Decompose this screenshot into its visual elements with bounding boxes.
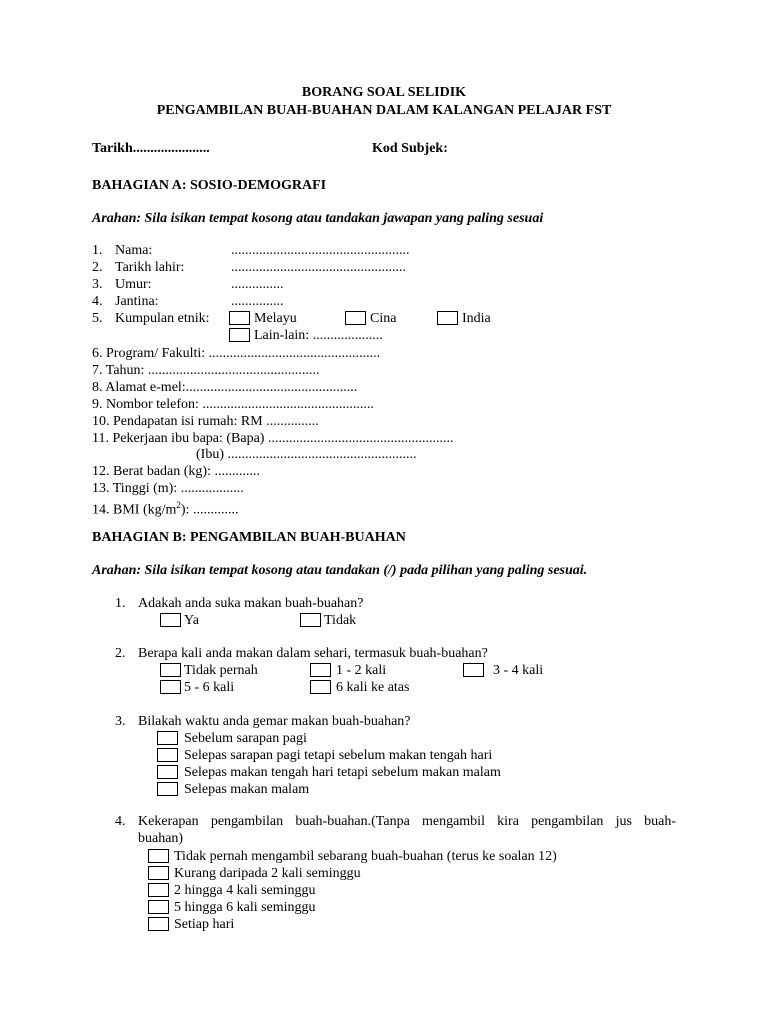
q-a1-label: Nama: <box>115 243 153 258</box>
checkbox-5-6-kali-seminggu[interactable] <box>148 900 169 914</box>
option-tidak: Tidak <box>324 613 357 628</box>
checkbox-tidak-pernah[interactable] <box>160 663 181 677</box>
checkbox-tidak[interactable] <box>300 613 321 627</box>
checkbox-lain-lain[interactable] <box>229 328 250 342</box>
name-input[interactable]: ................................................... <box>231 243 410 258</box>
age-input[interactable]: ............... <box>231 277 284 292</box>
bmi-line[interactable] <box>92 497 238 519</box>
checkbox-melayu[interactable] <box>229 311 250 325</box>
checkbox-india[interactable] <box>437 311 458 325</box>
option-tidak-pernah: Tidak pernah <box>184 663 258 678</box>
gender-input[interactable]: ............... <box>231 294 284 309</box>
form-title: BORANG SOAL SELIDIK <box>301 85 467 100</box>
option-lain-lain: Lain-lain: .................... <box>254 328 383 343</box>
email-line[interactable]: 8. Alamat e-mel:................................................. <box>92 380 358 395</box>
q-a5-label: Kumpulan etnik: <box>115 311 210 326</box>
option-2-4-kali: 2 hingga 4 kali seminggu <box>174 883 316 898</box>
checkbox-selepas-makan-malam[interactable] <box>157 782 178 796</box>
father-occupation-line[interactable]: 11. Pekerjaan ibu bapa: (Bapa) ..................................................... <box>92 431 454 446</box>
option-selepas-makan-malam: Selepas makan malam <box>184 782 310 797</box>
checkbox-5-6-kali[interactable] <box>160 680 181 694</box>
q-b2-number: 2. <box>115 646 126 661</box>
option-6-kali-ke-atas: 6 kali ke atas <box>336 680 410 695</box>
checkbox-2-4-kali[interactable] <box>148 883 169 897</box>
phone-line[interactable]: 9. Nombor telefon: ................................................. <box>92 397 374 412</box>
q-b1-number: 1. <box>115 596 126 611</box>
weight-line[interactable]: 12. Berat badan (kg): ............. <box>92 464 260 479</box>
checkbox-3-4-kali[interactable] <box>463 663 484 677</box>
q-b4-text-line2: buahan) <box>138 831 184 846</box>
checkbox-1-2-kali[interactable] <box>310 663 331 677</box>
option-kurang-2-kali: Kurang daripada 2 kali seminggu <box>174 866 361 881</box>
option-5-6-kali: 5 - 6 kali <box>184 680 235 695</box>
checkbox-tidak-pernah-mengambil[interactable] <box>148 849 169 863</box>
option-tidak-pernah-mengambil: Tidak pernah mengambil sebarang buah-buahan (terus ke soalan 12) <box>174 849 557 864</box>
mother-occupation-line[interactable]: (Ibu) ...................................................... <box>196 447 417 462</box>
q-b1-text: Adakah anda suka makan buah-buahan? <box>138 596 364 611</box>
q-a2-label: Tarikh lahir: <box>115 260 185 275</box>
section-a-heading: BAHAGIAN A: SOSIO-DEMOGRAFI <box>92 178 327 193</box>
q-b3-text: Bilakah waktu anda gemar makan buah-buahan? <box>138 714 411 729</box>
birthdate-input[interactable]: .................................................. <box>231 260 406 275</box>
household-income-line[interactable]: 10. Pendapatan isi rumah: RM ............... <box>92 414 319 429</box>
option-ya: Ya <box>184 613 199 628</box>
date-field[interactable]: Tarikh...................... <box>92 141 210 156</box>
bmi-superscript: 2 <box>176 500 181 510</box>
option-1-2-kali: 1 - 2 kali <box>336 663 387 678</box>
form-subtitle: PENGAMBILAN BUAH-BUAHAN DALAM KALANGAN PELAJAR FST <box>156 103 612 118</box>
checkbox-6-kali-ke-atas[interactable] <box>310 680 331 694</box>
checkbox-cina[interactable] <box>345 311 366 325</box>
height-line[interactable]: 13. Tinggi (m): .................. <box>92 481 244 496</box>
q-b2-text: Berapa kali anda makan dalam sehari, termasuk buah-buahan? <box>138 646 488 661</box>
option-selepas-sarapan: Selepas sarapan pagi tetapi sebelum makan tengah hari <box>184 748 493 763</box>
option-selepas-tengah-hari: Selepas makan tengah hari tetapi sebelum makan malam <box>184 765 501 780</box>
checkbox-selepas-sarapan[interactable] <box>157 748 178 762</box>
q-a1-number: 1. <box>92 243 103 258</box>
checkbox-selepas-tengah-hari[interactable] <box>157 765 178 779</box>
program-faculty-line[interactable]: 6. Program/ Fakulti: ................................................. <box>92 346 381 361</box>
checkbox-sebelum-sarapan[interactable] <box>157 731 178 745</box>
q-a3-number: 3. <box>92 277 103 292</box>
q-a2-number: 2. <box>92 260 103 275</box>
option-cina: Cina <box>370 311 397 326</box>
section-b-heading: BAHAGIAN B: PENGAMBILAN BUAH-BUAHAN <box>92 530 406 545</box>
year-line[interactable]: 7. Tahun: ................................................. <box>92 363 320 378</box>
checkbox-setiap-hari[interactable] <box>148 917 169 931</box>
q-b4-number: 4. <box>115 814 126 829</box>
q-a4-number: 4. <box>92 294 103 309</box>
option-3-4-kali: 3 - 4 kali <box>493 663 544 678</box>
option-sebelum-sarapan: Sebelum sarapan pagi <box>184 731 307 746</box>
bmi-label: 14. BMI (kg/m <box>92 502 177 518</box>
section-a-instruction: Arahan: Sila isikan tempat kosong atau tandakan jawapan yang paling sesuai <box>92 211 544 226</box>
bmi-blank: ): ............. <box>180 502 239 518</box>
option-setiap-hari: Setiap hari <box>174 917 235 932</box>
q-b3-number: 3. <box>115 714 126 729</box>
option-india: India <box>462 311 491 326</box>
section-b-instruction: Arahan: Sila isikan tempat kosong atau tandakan (/) pada pilihan yang paling sesuai. <box>92 563 588 578</box>
q-a5-number: 5. <box>92 311 103 326</box>
subject-code-field[interactable]: Kod Subjek: <box>372 141 448 156</box>
q-a3-label: Umur: <box>115 277 152 292</box>
option-5-6-kali-seminggu: 5 hingga 6 kali seminggu <box>174 900 316 915</box>
checkbox-kurang-2-kali[interactable] <box>148 866 169 880</box>
q-b4-text-line1: Kekerapan pengambilan buah-buahan.(Tanpa mengambil kira pengambilan jus buah- <box>138 814 676 829</box>
q-a4-label: Jantina: <box>115 294 159 309</box>
option-melayu: Melayu <box>254 311 297 326</box>
checkbox-ya[interactable] <box>160 613 181 627</box>
